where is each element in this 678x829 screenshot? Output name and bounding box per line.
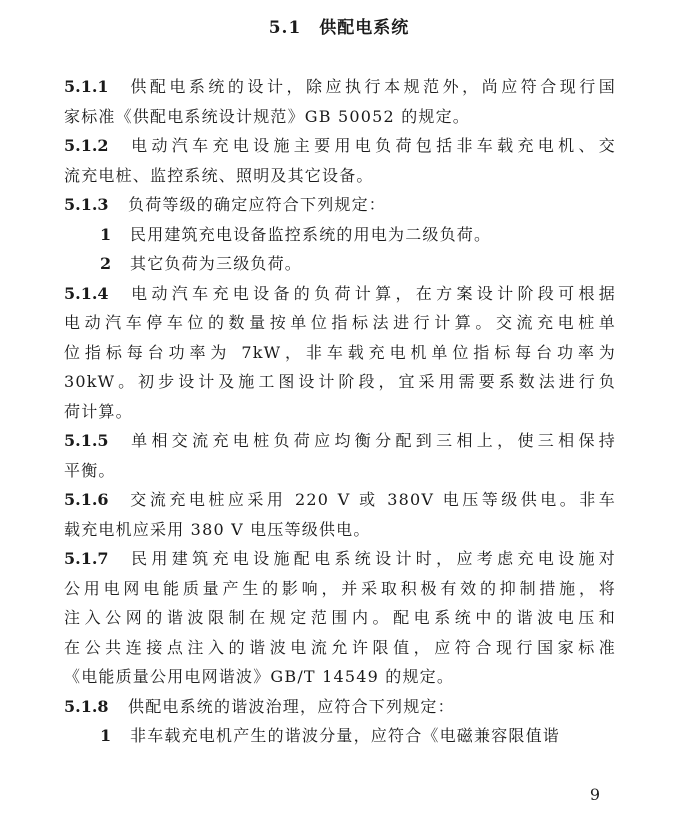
item-text: 非车载充电机产生的谐波分量，应符合《电磁兼容限值谐 — [130, 726, 561, 745]
clause-text-line: 在公共连接点注入的谐波电流允许限值，应符合现行国家标准 — [64, 637, 616, 657]
clause-text-line: 平衡。 — [64, 460, 116, 480]
clause-5-1-7 — [64, 544, 616, 574]
clause-text: 交流充电桩应采用 220 V 或 380V 电压等级供电。非车 — [128, 490, 616, 509]
item-number: 2 — [100, 254, 112, 273]
section-title: 供配电系统 — [319, 18, 410, 38]
item-number: 1 — [100, 726, 112, 745]
clause-text-line: 30kW。初步设计及施工图设计阶段，宜采用需要系数法进行负 — [64, 372, 616, 391]
clause-5-1-1 — [64, 72, 616, 102]
clause-number: 5.1.6 — [64, 490, 109, 509]
clause-number: 5.1.5 — [64, 431, 109, 450]
list-item — [64, 220, 616, 250]
clause-number: 5.1.2 — [64, 136, 109, 155]
section-heading — [0, 13, 678, 38]
clause-text: 供配电系统的谐波治理，应符合下列规定： — [128, 696, 455, 716]
clause-text-line: 家标准《供配电系统设计规范》GB 50052 的规定。 — [64, 106, 471, 126]
clause-text: 供配电系统的设计，除应执行本规范外，尚应符合现行国 — [128, 77, 616, 96]
item-number: 1 — [100, 224, 112, 244]
list-item — [64, 249, 616, 279]
clause-number: 5.1.7 — [64, 549, 109, 568]
clause-text-line: 流充电桩、监控系统、照明及其它设备。 — [64, 165, 374, 185]
clause-5-1-2 — [64, 131, 616, 161]
clause-text-line: 荷计算。 — [64, 401, 133, 421]
clause-text: 民用建筑充电设施配电系统设计时，应考虑充电设施对 — [128, 549, 616, 568]
clause-text: 单相交流充电桩负荷应均衡分配到三相上，使三相保持 — [128, 431, 616, 450]
clause-number: 5.1.4 — [64, 283, 109, 303]
clause-5-1-3 — [64, 190, 616, 220]
clause-text-line: 注入公网的谐波限制在规定范围内。配电系统中的谐波电压和 — [64, 608, 616, 627]
clause-text-line: 《电能质量公用电网谐波》GB/T 14549 的规定。 — [64, 667, 455, 686]
page-number: 9 — [589, 785, 600, 804]
section-number: 5.1 — [268, 18, 302, 38]
clause-number: 5.1.3 — [64, 195, 109, 214]
clause-text-line: 公用电网电能质量产生的影响，并采取积极有效的抑制措施，将 — [64, 578, 616, 598]
clause-text-line: 载充电机应采用 380 V 电压等级供电。 — [64, 519, 371, 539]
clause-number: 5.1.8 — [64, 696, 109, 716]
clause-text-line: 位指标每台功率为 7kW，非车载充电机单位指标每台功率为 — [64, 342, 616, 362]
clause-text: 负荷等级的确定应符合下列规定： — [128, 195, 387, 214]
clause-5-1-5 — [64, 426, 616, 456]
clause-text: 电动汽车充电设备的负荷计算，在方案设计阶段可根据 — [128, 283, 616, 303]
clause-5-1-8 — [64, 692, 616, 722]
clause-list — [64, 72, 616, 751]
list-item — [64, 721, 616, 751]
clause-text: 电动汽车充电设施主要用电负荷包括非车载充电机、交 — [128, 136, 616, 155]
clause-5-1-4 — [64, 279, 616, 309]
item-text: 民用建筑充电设备监控系统的用电为二级负荷。 — [130, 224, 492, 244]
clause-5-1-6 — [64, 485, 616, 515]
item-text: 其它负荷为三级负荷。 — [130, 254, 303, 273]
clause-number: 5.1.1 — [64, 77, 109, 96]
clause-text-line: 电动汽车停车位的数量按单位指标法进行计算。交流充电桩单 — [64, 313, 616, 332]
